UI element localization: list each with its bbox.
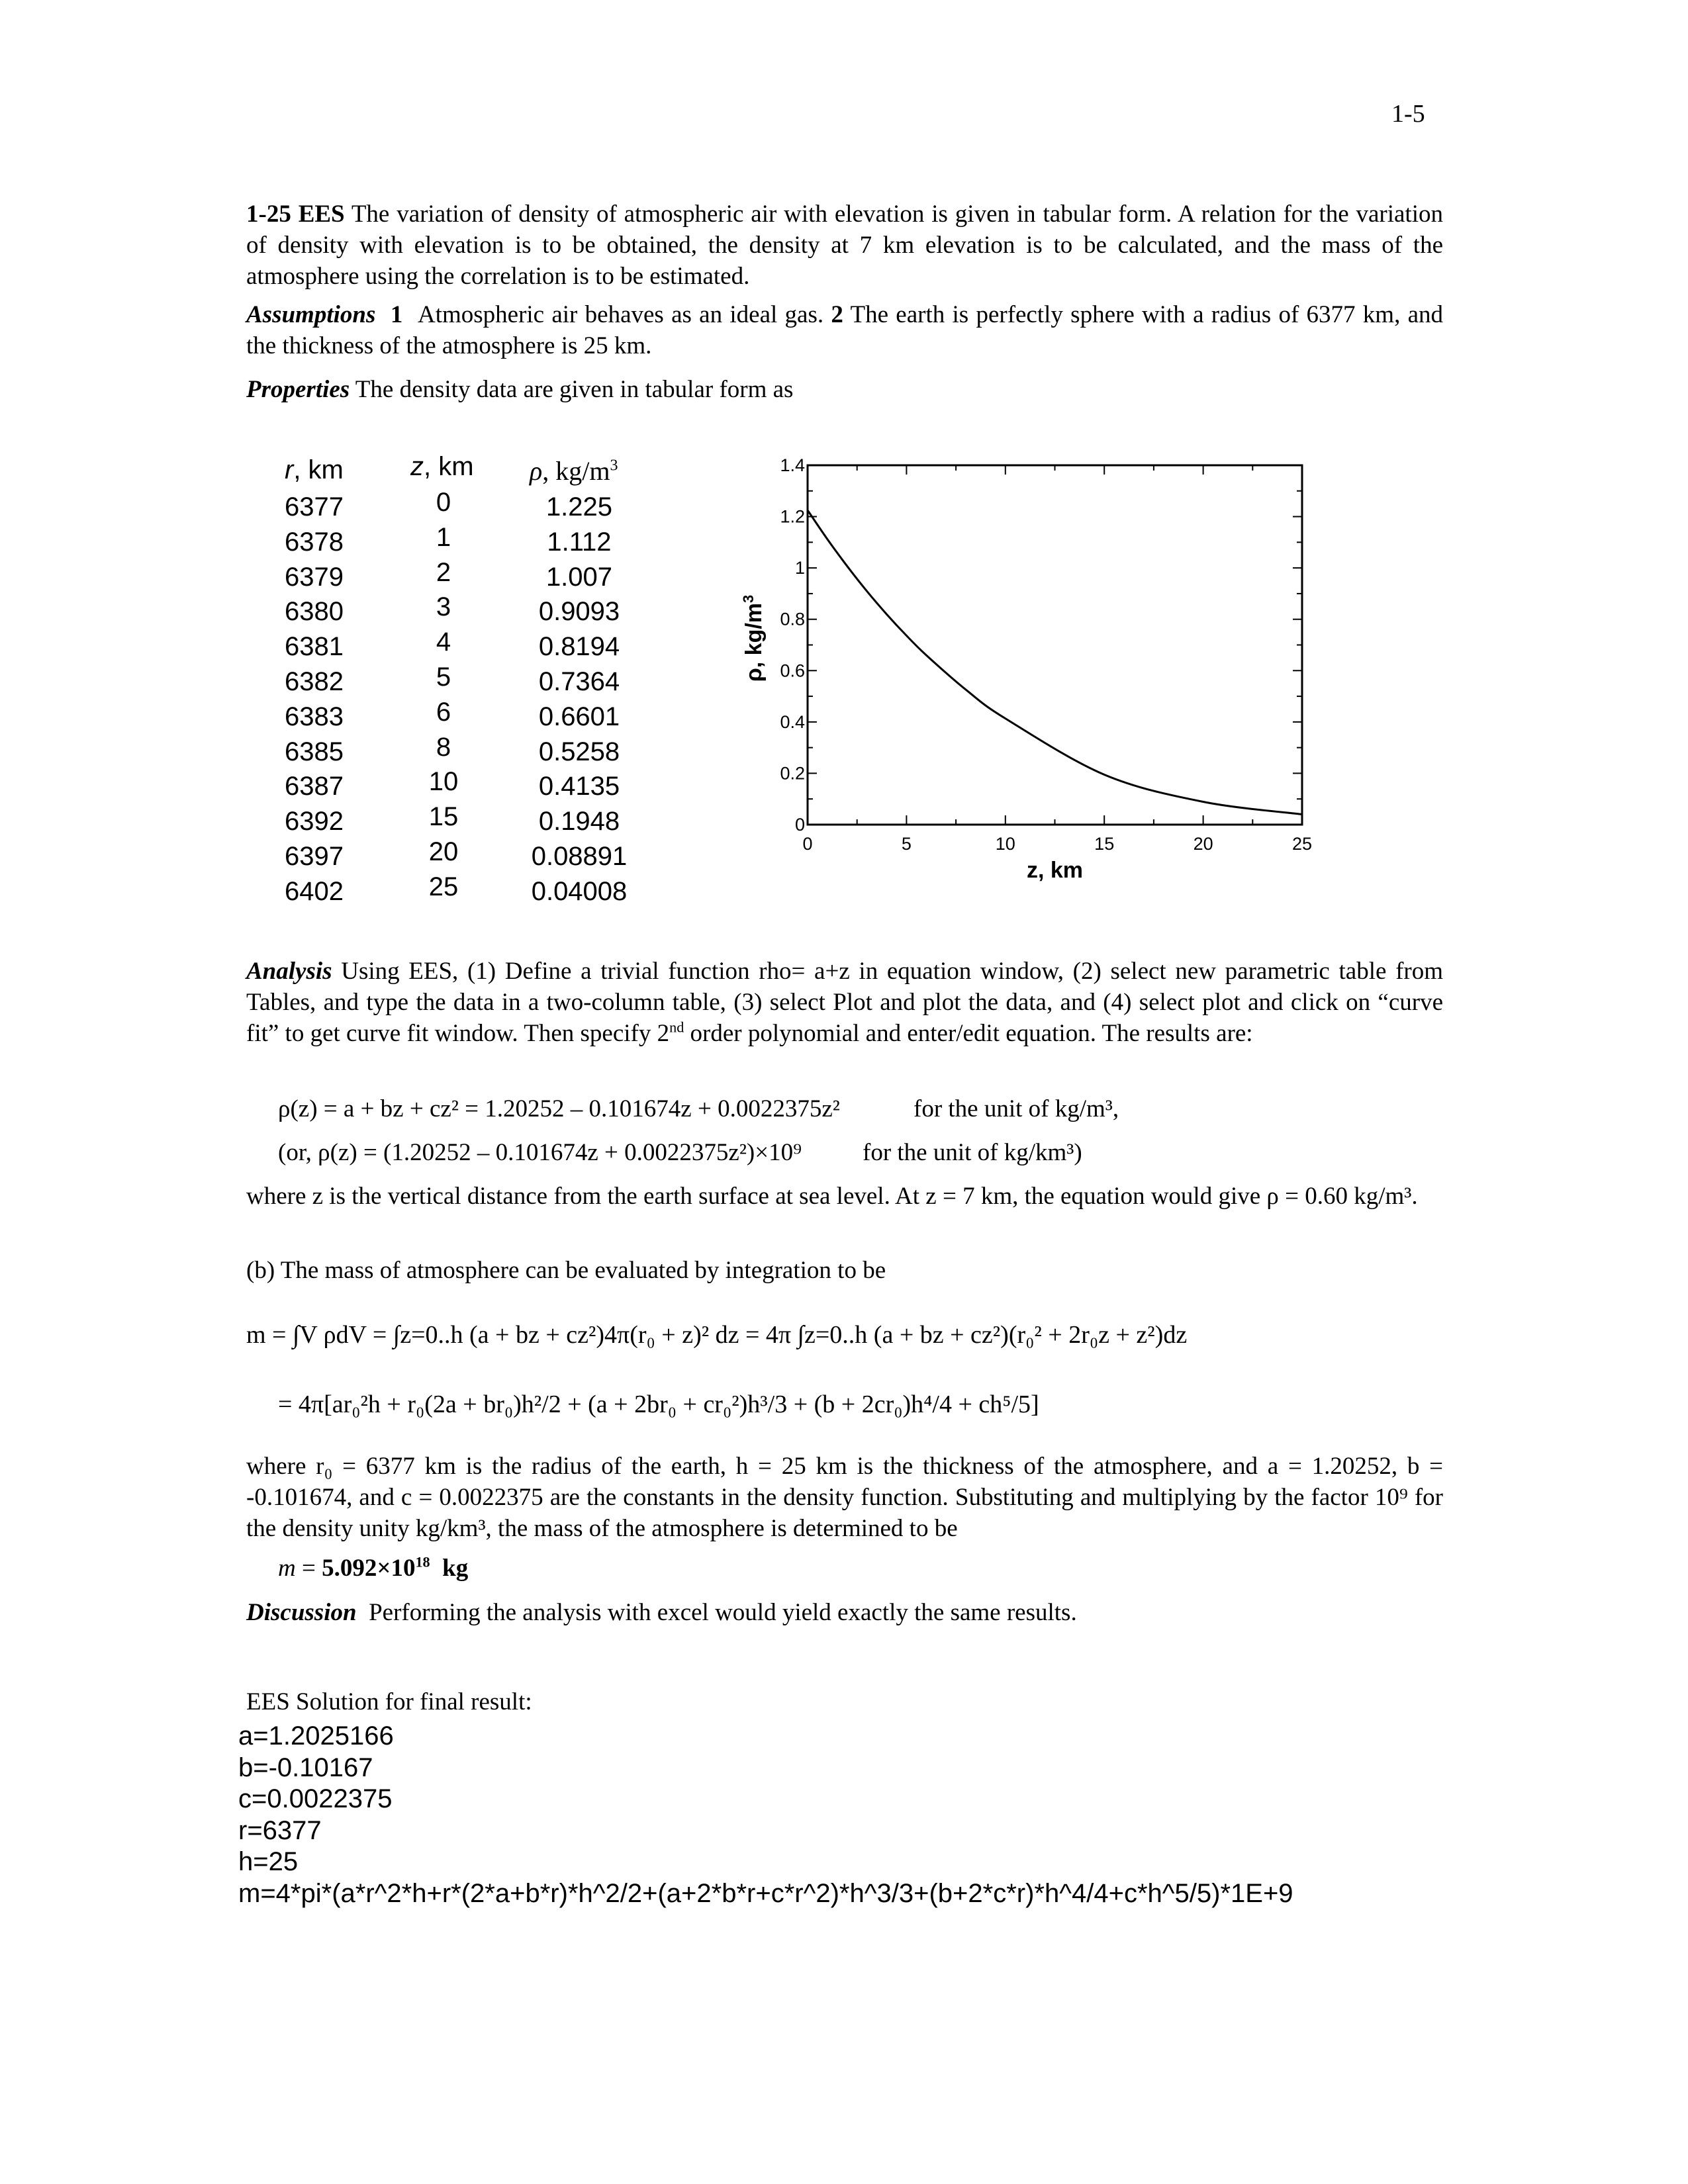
density-curve — [808, 510, 1302, 815]
assumption-2-text: The earth is perfectly sphere with a radius of 6377 km, and the thickness of the atmosphere is 25 km. — [246, 301, 1444, 359]
discussion-label: Discussion — [246, 1599, 357, 1626]
rho-cell: 0.7364 — [538, 666, 620, 696]
mass-equals: = — [301, 1555, 316, 1582]
r-cell: 6381 — [285, 632, 344, 662]
r-cell: 6377 — [285, 492, 344, 522]
analysis-label: Analysis — [246, 958, 332, 985]
r-cell: 6383 — [285, 702, 344, 731]
ees-code-line: h=25 — [238, 1847, 299, 1876]
properties-text: The density data are given in tabular form as — [355, 376, 794, 403]
y-tick-label: 0.6 — [780, 660, 805, 681]
table-column-rho — [516, 490, 642, 909]
ees-code-line: c=0.0022375 — [238, 1784, 393, 1813]
rho-cell: 0.04008 — [531, 876, 628, 906]
r-cell: 6397 — [285, 841, 344, 871]
discussion — [246, 1597, 1077, 1628]
r-cell: 6387 — [285, 772, 344, 801]
rho-cell: 1.007 — [545, 562, 613, 592]
ees-code-line: a=1.2025166 — [238, 1721, 394, 1751]
r-cell: 6382 — [285, 666, 344, 696]
table-header-z: z, km — [410, 452, 474, 481]
z-cell: 4 — [436, 627, 451, 657]
y-tick-label: 1.2 — [780, 506, 805, 527]
table-column-r — [285, 490, 344, 909]
assumption-1-number: 1 — [390, 301, 403, 328]
y-tick-label: 0.2 — [780, 763, 805, 784]
problem-statement — [246, 199, 1443, 292]
chart-ticks — [808, 465, 1302, 825]
y-tick-label: 0 — [794, 815, 805, 835]
mass-symbol: m — [278, 1555, 296, 1582]
z-cell: 25 — [428, 872, 459, 901]
r-cell: 6379 — [285, 562, 344, 592]
ees-code-line: m=4*pi*(a*r^2*h+r*(2*a+b*r)*h^2/2+(a+2*b*r+c*r^2)*h^3/3+(b+2*c*r)*h^4/4+c*h^5/5)*1E+9 — [238, 1878, 1293, 1908]
integral-line-1: m = ∫V ρdV = ∫z=0..h (a + bz + cz²)4π(r₀ + z)² dz = 4π ∫z=0..h (a + bz + cz²)(r₀² + 2r₀z + z²)dz — [246, 1321, 1188, 1349]
properties-label: Properties — [246, 376, 350, 403]
table-column-z — [400, 485, 487, 905]
y-tick-label: 0.4 — [780, 711, 805, 732]
density-equation: ρ(z) = a + bz + cz² = 1.20252 – 0.101674z + 0.0022375z² — [278, 1095, 840, 1122]
y-tick-label: 0.8 — [780, 609, 805, 629]
table-header-r: r, km — [285, 455, 344, 484]
discussion-text: Performing the analysis with excel would yield exactly the same results. — [369, 1599, 1077, 1626]
mass-unit: kg — [442, 1555, 469, 1582]
z-cell: 8 — [436, 732, 451, 762]
ees-code-line: b=-0.10167 — [238, 1752, 373, 1782]
chart-frame — [808, 465, 1302, 825]
rho-cell: 0.5258 — [538, 737, 620, 766]
problem-text: The variation of density of atmospheric air with elevation is given in tabular form. A relation for the variation of density with elevation is to be obtained, the density at 7 km elevation is to be calculated, and the mass of the atmosphere using the correlation is to be estimated. — [246, 201, 1443, 290]
assumptions — [246, 299, 1443, 361]
density-equation-alt-unit: for the unit of kg/km³) — [863, 1139, 1082, 1166]
analysis — [246, 956, 1443, 1049]
integral-line-2: = 4π[ar₀²h + r₀(2a + br₀)h²/2 + (a + 2br₀ + cr₀²)h³/3 + (b + 2cr₀)h⁴/4 + ch⁵/5] — [278, 1390, 1039, 1418]
rho-cell: 0.4135 — [538, 772, 620, 801]
x-tick-label: 25 — [1291, 834, 1313, 854]
x-tick-labels — [802, 834, 1312, 854]
z-cell: 3 — [436, 592, 451, 622]
mass-result — [278, 1553, 468, 1584]
plot-border — [808, 465, 1302, 825]
density-equation-unit: for the unit of kg/m³, — [914, 1095, 1119, 1122]
density-chart — [728, 450, 1403, 913]
r-cell: 6402 — [285, 876, 344, 906]
x-axis-label: z, km — [1026, 858, 1084, 883]
assumptions-label: Assumptions — [246, 301, 376, 328]
y-tick-label: 1 — [794, 558, 805, 578]
r-cell: 6380 — [285, 597, 344, 627]
ees-code-line: r=6377 — [238, 1815, 322, 1845]
part-b-text: (b) The mass of atmosphere can be evaluated by integration to be — [246, 1257, 886, 1284]
x-tick-label: 15 — [1094, 834, 1115, 854]
assumption-2-number: 2 — [831, 301, 843, 328]
table-header-rho: ρ, $kg/m^3$ — [530, 456, 618, 486]
z-cell: 6 — [436, 697, 451, 727]
z-cell: 0 — [436, 488, 451, 517]
rho-cell: 0.08891 — [531, 841, 628, 871]
z-cell: 15 — [428, 802, 459, 832]
z-cell: 5 — [436, 662, 451, 692]
x-tick-label: 0 — [802, 834, 813, 854]
x-tick-label: 5 — [901, 834, 912, 854]
ees-heading: EES Solution for final result: — [246, 1688, 532, 1715]
density-equation-alt: (or, ρ(z) = (1.20252 – 0.101674z + 0.0022375z²)×10⁹ — [278, 1139, 802, 1166]
problem-id: 1-25 — [246, 201, 291, 228]
rho-cell: 1.112 — [547, 527, 612, 557]
where-text: where z is the vertical distance from the earth surface at sea level. At z = 7 km, the equation would give ρ = 0.60 kg/m³. — [246, 1183, 1418, 1210]
rho-cell: 0.6601 — [538, 702, 620, 731]
z-cell: 20 — [428, 837, 459, 866]
z-cell: 1 — [436, 522, 451, 552]
assumption-1-text: Atmospheric air behaves as an ideal gas. — [417, 301, 824, 328]
r-cell: 6378 — [285, 527, 344, 557]
rho-cell: 0.1948 — [538, 807, 620, 837]
analysis-text: Using EES, (1) Define a trivial function rho= a+z in equation window, (2) select new parametric table from Tables, and type the data in a two-column table, (3) select Plot and plot the data, and (4) select plot and click on “curve fit” to get curve fit window. Then specify 2 — [246, 958, 1443, 1047]
rho-cell: 0.8194 — [538, 632, 620, 662]
r-cell: 6385 — [285, 737, 344, 766]
y-axis-label: ρ, $kg/m^3$ — [739, 594, 767, 682]
where-r0-text: where r₀ = 6377 km is the radius of the earth, h = 25 km is the thickness of the atmosphere, and a = 1.20252, b = -0.101674, and c = 0.0022375 are the constants in the density function. Substituting and multiplying by the factor 10⁹ for the density unity kg/km³, the mass of the atmosphere is determined to be — [246, 1453, 1443, 1542]
y-tick-label: 1.4 — [780, 455, 805, 475]
properties — [246, 374, 1443, 405]
x-tick-label: 10 — [995, 834, 1015, 854]
x-tick-label: 20 — [1193, 834, 1213, 854]
mass-value: $5.092\times 10^{18}$ — [322, 1553, 430, 1582]
r-cell: 6392 — [285, 807, 344, 837]
rho-cell: 0.9093 — [538, 597, 620, 627]
analysis-superscript: nd — [669, 1019, 684, 1036]
ees-code — [238, 1721, 1293, 1909]
y-tick-labels — [780, 455, 805, 835]
rho-cell: 1.225 — [545, 492, 613, 522]
analysis-text-end: order polynomial and enter/edit equation. The results are: — [684, 1020, 1253, 1047]
problem-tag: EES — [298, 201, 345, 228]
z-cell: 2 — [436, 557, 451, 587]
z-cell: 10 — [428, 767, 459, 797]
page-number: 1-5 — [1391, 100, 1425, 128]
